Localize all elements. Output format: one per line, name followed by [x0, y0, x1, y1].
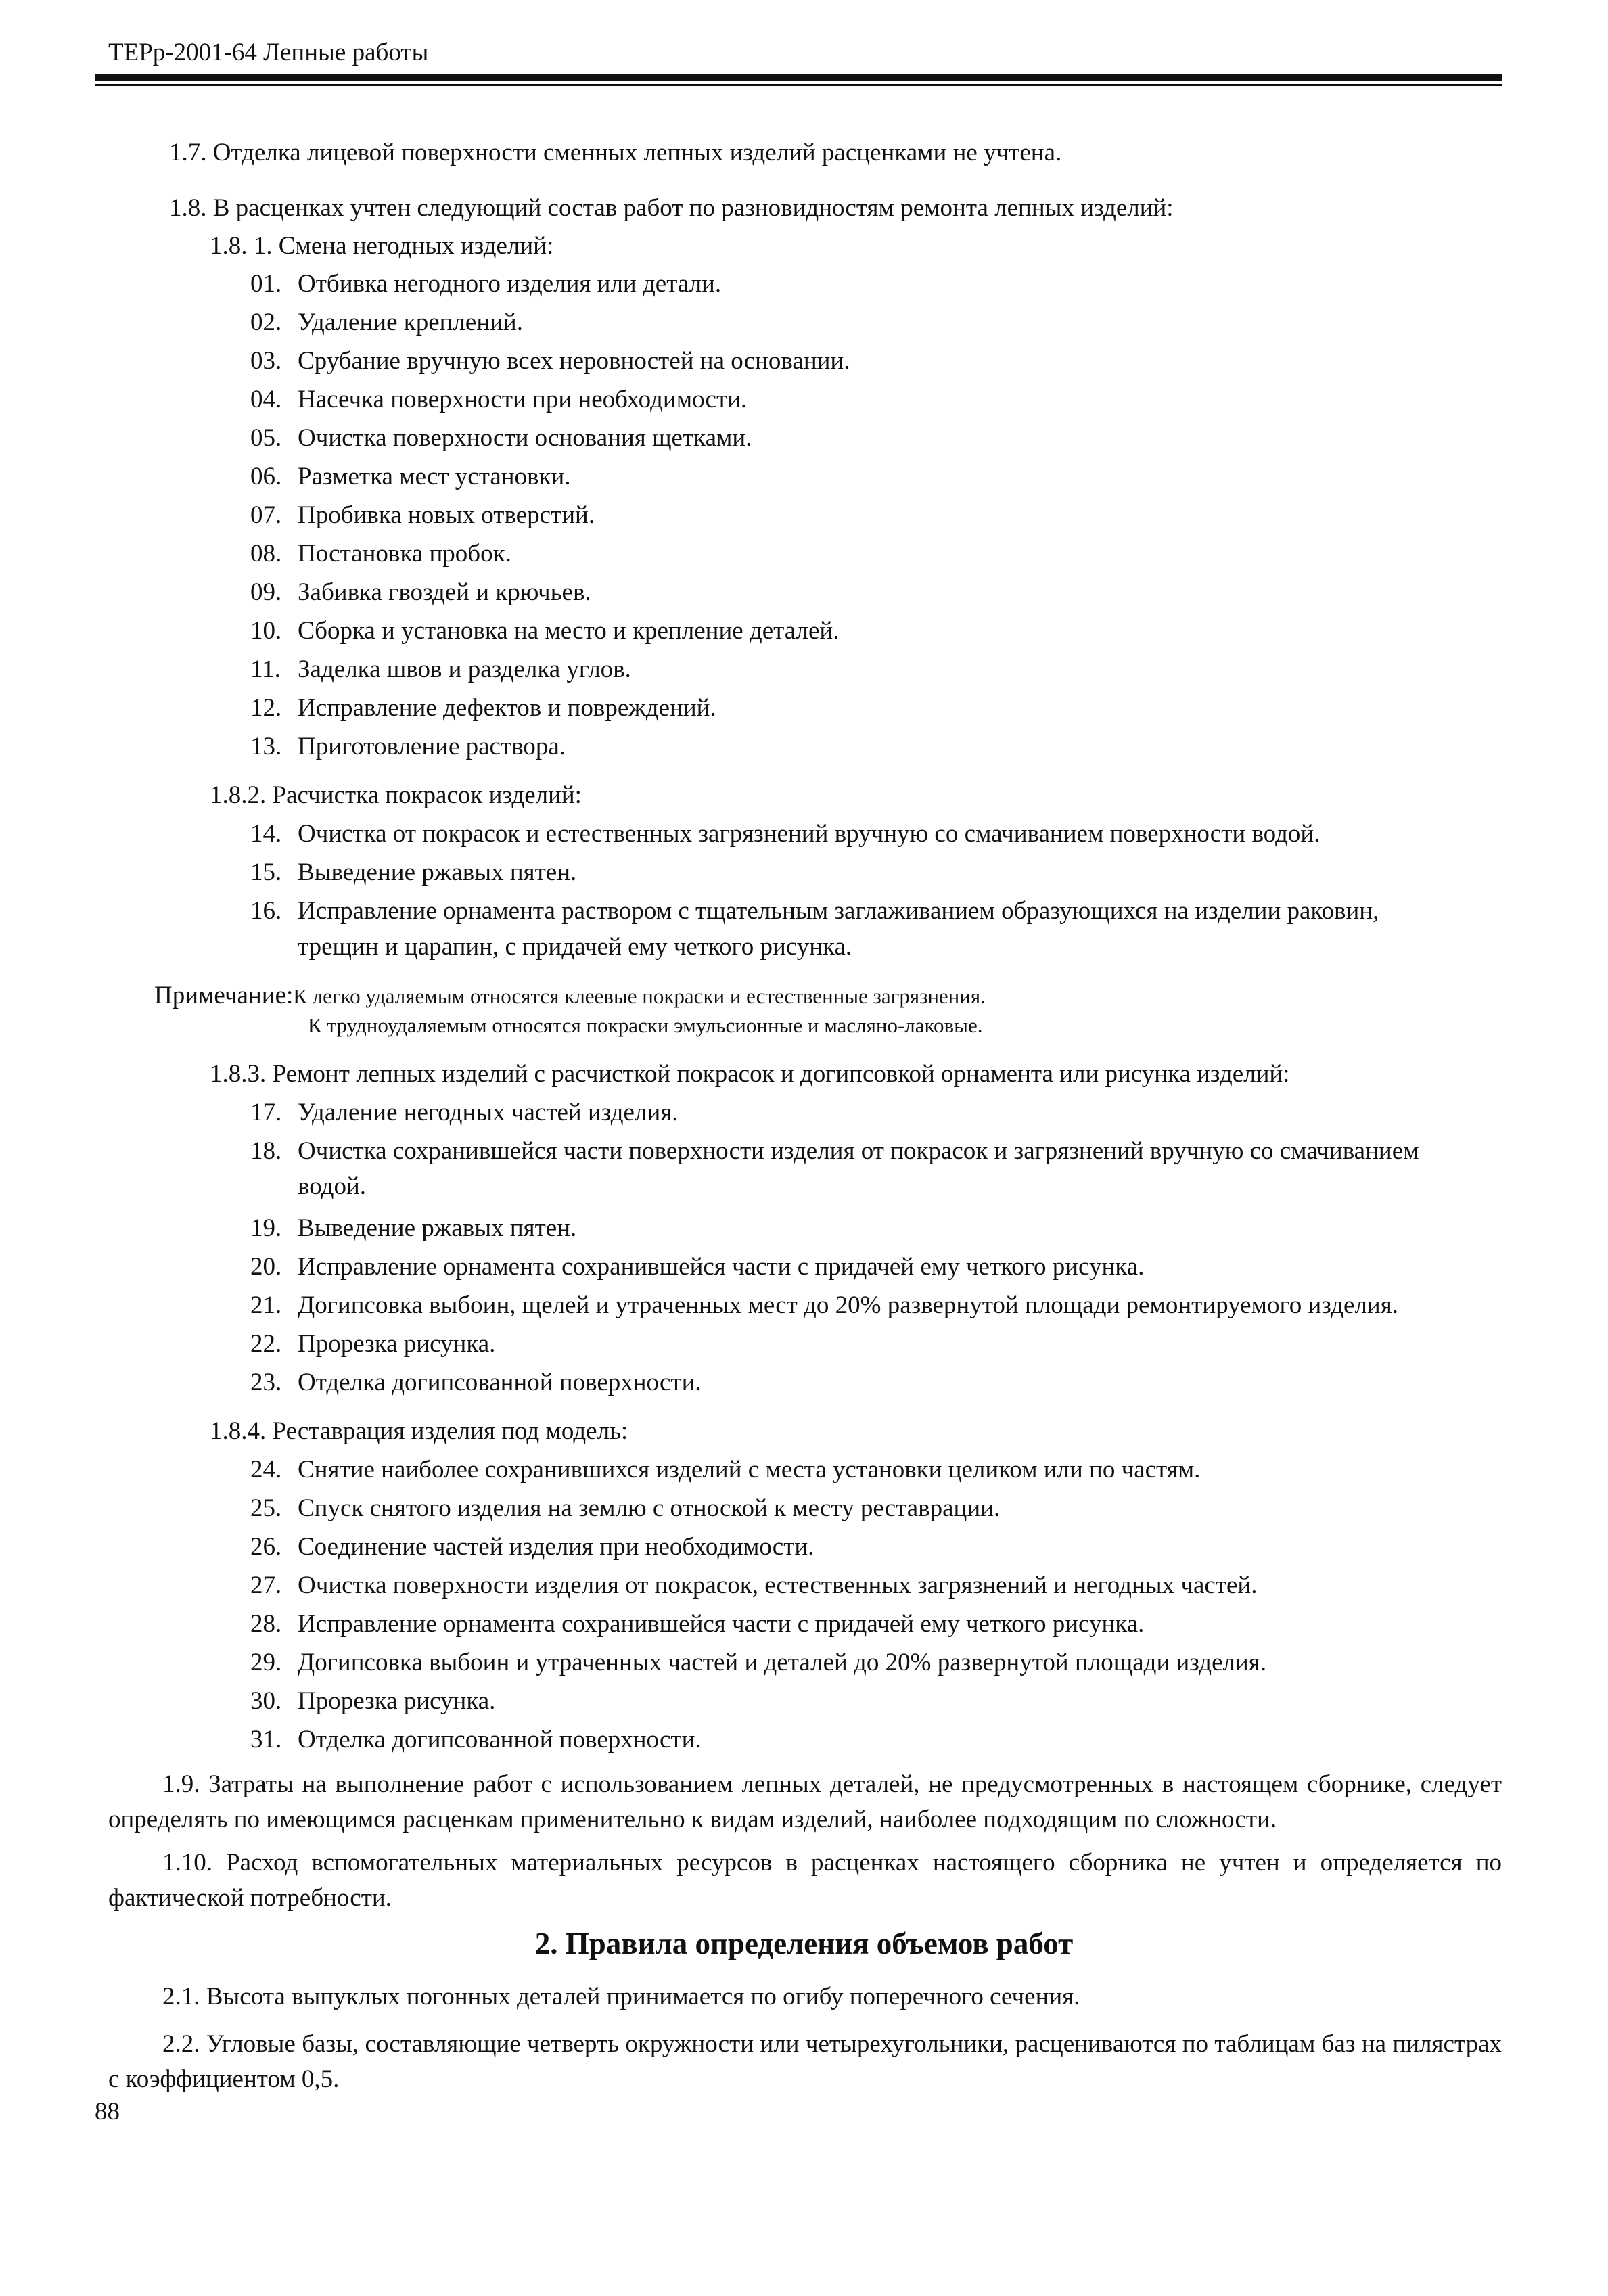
list-item: [250, 459, 571, 495]
subheading-1-8-4: 1.8.4. Реставрация изделия под модель:: [210, 1417, 628, 1445]
list-item-number: 22.: [250, 1330, 282, 1358]
list-item-text: Исправление орнамента сохранившейся части с придачей ему четкого рисунка.: [298, 1253, 1145, 1281]
paragraph-1-7: 1.7. Отделка лицевой поверхности сменных лепных изделий расценками не учтена.: [169, 139, 1062, 166]
list-item-number: 07.: [250, 501, 282, 529]
list-item: [250, 1327, 495, 1362]
list-item: [250, 729, 566, 764]
list-item-number: 23.: [250, 1369, 282, 1396]
list-item-number: 01.: [250, 270, 282, 298]
list-item-number: 10.: [250, 617, 282, 645]
list-item-text: Очистка сохранившейся части поверхности изделия от покрасок и загрязнений вручную со смачиванием: [298, 1137, 1419, 1165]
list-item-text: Удаление креплений.: [298, 308, 523, 336]
header-rule-thin: [95, 84, 1502, 86]
note-label: Примечание:: [154, 982, 294, 1009]
list-item-text: Снятие наиболее сохранившихся изделий с места установки целиком или по частям.: [298, 1456, 1201, 1484]
list-item-number: 08.: [250, 540, 282, 568]
list-item-text: Срубание вручную всех неровностей на основании.: [298, 347, 850, 375]
list-item: [250, 498, 595, 533]
list-item: [250, 1365, 702, 1400]
list-item-text: Догипсовка выбоин, щелей и утраченных мест до 20% развернутой площади ремонтируемого изделия.: [298, 1291, 1399, 1319]
note: [154, 978, 986, 1013]
list-item: [250, 1568, 1257, 1603]
list-item: [250, 1722, 702, 1758]
paragraph-1-10: 1.10. Расход вспомогательных материальных ресурсов в расценках настоящего сборника не учтен и определяется по фактической потребности.: [108, 1849, 1502, 1912]
header-rule-thick: [95, 74, 1502, 81]
list-item-text: Выведение ржавых пятен.: [298, 1214, 577, 1242]
list-item: [250, 614, 839, 649]
list-item-text: Постановка пробок.: [298, 540, 511, 568]
list-item-text: Прорезка рисунка.: [298, 1330, 496, 1358]
list-item-number: 02.: [250, 308, 282, 336]
paragraph-1-8: 1.8. В расценках учтен следующий состав работ по разновидностям ремонта лепных изделий:: [169, 194, 1174, 222]
subheading-1-8-3: 1.8.3. Ремонт лепных изделий с расчисткой покрасок и догипсовкой орнамента или рисунка изделий:: [210, 1060, 1290, 1088]
list-item-number: 03.: [250, 347, 282, 375]
paragraph-1-9: 1.9. Затраты на выполнение работ с использованием лепных деталей, не предусмотренных в настоящем сборнике, следует определять по имеющимся расценкам применительно к видам изделий, наиболее подходящим по сложности.: [108, 1770, 1502, 1833]
list-item-number: 18.: [250, 1137, 282, 1165]
list-item-number: 11.: [250, 656, 281, 683]
list-item-text: Исправление дефектов и повреждений.: [298, 694, 716, 722]
list-item: [250, 1095, 679, 1130]
list-item: [250, 1684, 495, 1719]
list-item-number: 14.: [250, 820, 282, 848]
list-item-number: 24.: [250, 1456, 282, 1484]
list-item-number: 17.: [250, 1099, 282, 1126]
note-text-2: К трудноудаляемым относятся покраски эмульсионные и масляно-лаковые.: [308, 1013, 983, 1037]
list-item: [250, 1134, 1419, 1169]
list-item-text: Догипсовка выбоин и утраченных частей и деталей до 20% развернутой площади изделия.: [298, 1649, 1267, 1676]
list-item: [250, 691, 716, 726]
list-item-number: 12.: [250, 694, 282, 722]
list-item-text: Исправление орнамента сохранившейся части с придачей ему четкого рисунка.: [298, 1610, 1145, 1638]
paragraph-2-2: 2.2. Угловые базы, составляющие четверть окружности или четырехугольники, расцениваются по таблицам баз на пилястрах с коэффициентом 0,5.: [108, 2030, 1502, 2093]
list-item: [250, 421, 752, 456]
list-item: [250, 536, 511, 572]
list-item: [250, 652, 631, 687]
list-item-text: Сборка и установка на место и крепление деталей.: [298, 617, 840, 645]
list-item-text: Очистка от покрасок и естественных загрязнений вручную со смачиванием поверхности водой.: [298, 820, 1320, 848]
list-item: [250, 575, 591, 610]
list-item-number: 25.: [250, 1494, 282, 1522]
list-item: [250, 1452, 1200, 1488]
list-item-number: 06.: [250, 463, 282, 490]
list-item-number: 21.: [250, 1291, 282, 1319]
list-item: [250, 1607, 1144, 1642]
list-item-text: Забивка гвоздей и крючьев.: [298, 578, 591, 606]
list-item-text: Удаление негодных частей изделия.: [298, 1099, 679, 1126]
list-item: [250, 817, 1320, 852]
list-item-number: 16.: [250, 897, 282, 925]
list-item-number: 31.: [250, 1726, 282, 1753]
list-item-number: 30.: [250, 1687, 282, 1715]
list-item-text: Отделка догипсованной поверхности.: [298, 1369, 702, 1396]
list-item-continuation: трещин и царапин, с придачей ему четкого рисунка.: [298, 933, 852, 961]
list-item-number: 15.: [250, 858, 282, 886]
list-item-text: Выведение ржавых пятен.: [298, 858, 577, 886]
section-2-title: 2. Правила определения объемов работ: [534, 1927, 1074, 1960]
list-item: [250, 894, 1379, 929]
list-item: [250, 1211, 576, 1246]
list-item-text: Очистка поверхности изделия от покрасок, естественных загрязнений и негодных частей.: [298, 1571, 1258, 1599]
list-item: [250, 344, 850, 379]
list-item: [250, 267, 721, 302]
list-item: [250, 1288, 1398, 1323]
subheading-1-8-2: 1.8.2. Расчистка покрасок изделий:: [210, 781, 582, 809]
list-item-text: Разметка мест установки.: [298, 463, 571, 490]
list-item-text: Очистка поверхности основания щетками.: [298, 424, 752, 452]
list-item-number: 20.: [250, 1253, 282, 1281]
list-item-text: Исправление орнамента раствором с тщательным заглаживанием образующихся на изделии раковин,: [298, 897, 1379, 925]
list-item-number: 29.: [250, 1649, 282, 1676]
list-item-text: Приготовление раствора.: [298, 733, 566, 760]
list-item-text: Отбивка негодного изделия или детали.: [298, 270, 722, 298]
subheading-1-8-1: 1.8. 1. Смена негодных изделий:: [210, 232, 554, 260]
list-item: [250, 1645, 1266, 1680]
list-item: [250, 1491, 1000, 1526]
list-item-continuation: водой.: [298, 1172, 367, 1200]
list-item-number: 05.: [250, 424, 282, 452]
list-item-text: Пробивка новых отверстий.: [298, 501, 595, 529]
list-item: [250, 382, 747, 417]
list-item-number: 19.: [250, 1214, 282, 1242]
list-item-number: 04.: [250, 386, 282, 413]
page-number: 88: [95, 2098, 120, 2126]
list-item-text: Спуск снятого изделия на землю с отноской к месту реставрации.: [298, 1494, 1001, 1522]
note-text-1: К легко удаляемым относятся клеевые покраски и естественные загрязнения.: [293, 984, 986, 1008]
list-item-number: 28.: [250, 1610, 282, 1638]
list-item-text: Отделка догипсованной поверхности.: [298, 1726, 702, 1753]
list-item-text: Заделка швов и разделка углов.: [298, 656, 631, 683]
list-item-number: 26.: [250, 1533, 282, 1561]
list-item: [250, 855, 576, 890]
list-item-number: 27.: [250, 1571, 282, 1599]
list-item-text: Прорезка рисунка.: [298, 1687, 496, 1715]
list-item: [250, 1249, 1144, 1285]
list-item-text: Насечка поверхности при необходимости.: [298, 386, 748, 413]
list-item-number: 09.: [250, 578, 282, 606]
page-header-title: ТЕРр-2001-64 Лепные работы: [108, 39, 429, 66]
list-item-number: 13.: [250, 733, 282, 760]
list-item: [250, 1530, 814, 1565]
paragraph-2-1: 2.1. Высота выпуклых погонных деталей принимается по огибу поперечного сечения.: [162, 1983, 1080, 2011]
list-item-text: Соединение частей изделия при необходимости.: [298, 1533, 814, 1561]
list-item: [250, 305, 523, 340]
